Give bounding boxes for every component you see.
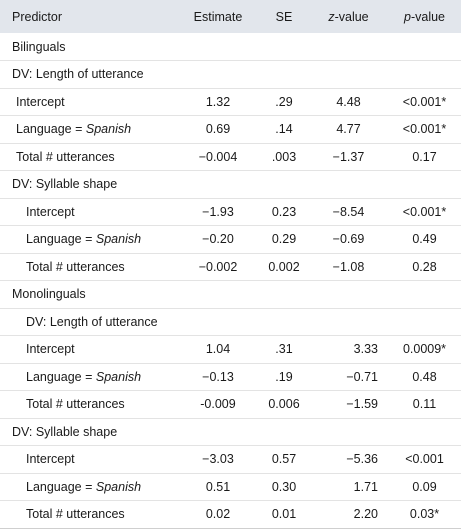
- table-row: [0, 253, 461, 281]
- z-cell: −8.54: [332, 204, 365, 219]
- z-cell: 4.48: [336, 94, 361, 109]
- predictor-label: Total # utterances: [26, 507, 125, 522]
- estimate-cell: −0.002: [198, 259, 238, 274]
- p-cell: 0.17: [412, 149, 437, 164]
- estimate-cell: −0.20: [202, 232, 234, 247]
- language-prefix: Language =: [26, 232, 96, 247]
- language-spanish: Spanish: [85, 122, 132, 137]
- se-cell: .31: [275, 342, 293, 357]
- estimate-cell: 0.02: [205, 507, 231, 522]
- z-cell: 3.33: [353, 342, 378, 357]
- header-z-value: [309, 0, 388, 33]
- predictor-label: [0, 363, 177, 391]
- table-row: [0, 198, 461, 226]
- dv-label: DV: Syllable shape: [12, 424, 118, 439]
- p-cell: 0.0009*: [402, 342, 447, 357]
- estimate-cell: −3.03: [202, 452, 234, 467]
- predictor-label: [0, 473, 177, 501]
- se-cell: .003: [271, 149, 297, 164]
- p-cell: <0.001*: [402, 204, 447, 219]
- dv-row-mono-syllable: [0, 418, 461, 446]
- se-cell: 0.29: [271, 232, 297, 247]
- language-spanish: Spanish: [95, 369, 142, 384]
- header-predictor: Predictor: [12, 9, 63, 24]
- table-row: [0, 446, 461, 474]
- predictor-label: Intercept: [26, 342, 75, 357]
- estimate-cell: -0.009: [200, 397, 236, 412]
- predictor-label: Total # utterances: [26, 259, 125, 274]
- table-row: [0, 116, 461, 144]
- z-cell: −0.71: [346, 369, 378, 384]
- z-cell: −1.37: [332, 149, 365, 164]
- predictor-label: Intercept: [16, 94, 65, 109]
- z-cell: −5.36: [346, 452, 378, 467]
- z-cell: 2.20: [353, 507, 378, 522]
- table-row: [0, 88, 461, 116]
- estimate-cell: −0.004: [198, 149, 238, 164]
- p-cell: 0.09: [412, 479, 437, 494]
- predictor-label: [0, 116, 177, 144]
- predictor-label: Intercept: [26, 452, 75, 467]
- z-cell: −1.08: [332, 259, 365, 274]
- p-cell: 0.11: [412, 397, 437, 412]
- language-prefix: Language =: [26, 369, 96, 384]
- predictor-label: Intercept: [26, 204, 75, 219]
- se-cell: .19: [275, 369, 293, 384]
- se-cell: 0.006: [268, 397, 300, 412]
- estimate-cell: 1.32: [205, 94, 231, 109]
- table-row: [0, 501, 461, 529]
- se-cell: .14: [275, 122, 293, 137]
- predictor-label: [0, 226, 177, 254]
- table-row: [0, 143, 461, 171]
- se-cell: 0.002: [268, 259, 300, 274]
- z-italic: z: [328, 9, 335, 24]
- dv-label: DV: Syllable shape: [12, 177, 118, 192]
- p-cell: 0.28: [412, 259, 437, 274]
- p-cell: 0.03*: [409, 507, 440, 522]
- table-row: [0, 391, 461, 419]
- predictor-label: Total # utterances: [26, 397, 125, 412]
- z-cell: 1.71: [353, 479, 378, 494]
- dv-row-bi-syllable: [0, 171, 461, 199]
- table-row: [0, 473, 461, 501]
- table-row: [0, 363, 461, 391]
- p-cell: <0.001*: [402, 94, 447, 109]
- p-suffix: -value: [410, 9, 445, 24]
- language-spanish: Spanish: [95, 232, 142, 247]
- language-prefix: Language =: [16, 122, 86, 137]
- p-cell: <0.001*: [402, 122, 447, 137]
- se-cell: 0.01: [271, 507, 297, 522]
- se-cell: 0.23: [271, 204, 297, 219]
- dv-label: DV: Length of utterance: [12, 67, 144, 82]
- header-se: SE: [275, 9, 293, 24]
- table-row: [0, 226, 461, 254]
- estimate-cell: −0.13: [202, 369, 234, 384]
- group-row-bilinguals: [0, 33, 461, 61]
- estimate-cell: 0.69: [205, 122, 231, 137]
- z-cell: 4.77: [336, 122, 361, 137]
- group-row-monolinguals: [0, 281, 461, 309]
- p-italic: p: [404, 9, 411, 24]
- z-cell: −1.59: [346, 397, 378, 412]
- group-label: Bilinguals: [12, 39, 66, 54]
- language-spanish: Spanish: [95, 479, 142, 494]
- se-cell: 0.30: [271, 479, 297, 494]
- dv-row-mono-length: [0, 308, 461, 336]
- group-label: Monolinguals: [12, 287, 86, 302]
- header-estimate: Estimate: [193, 9, 243, 24]
- dv-row-bi-length: [0, 61, 461, 89]
- z-suffix: -value: [334, 9, 369, 24]
- p-cell: 0.48: [412, 369, 437, 384]
- dv-label: DV: Length of utterance: [26, 314, 158, 329]
- p-cell: 0.49: [412, 232, 437, 247]
- estimate-cell: 0.51: [205, 479, 231, 494]
- table-row: [0, 336, 461, 364]
- se-cell: 0.57: [271, 452, 297, 467]
- z-cell: −0.69: [332, 232, 365, 247]
- language-prefix: Language =: [26, 479, 96, 494]
- table-header: [0, 0, 461, 33]
- predictor-label: Total # utterances: [16, 149, 115, 164]
- estimate-cell: 1.04: [205, 342, 231, 357]
- estimate-cell: −1.93: [202, 204, 234, 219]
- se-cell: .29: [275, 94, 293, 109]
- header-p-value: [388, 0, 461, 33]
- p-cell: <0.001: [405, 452, 444, 467]
